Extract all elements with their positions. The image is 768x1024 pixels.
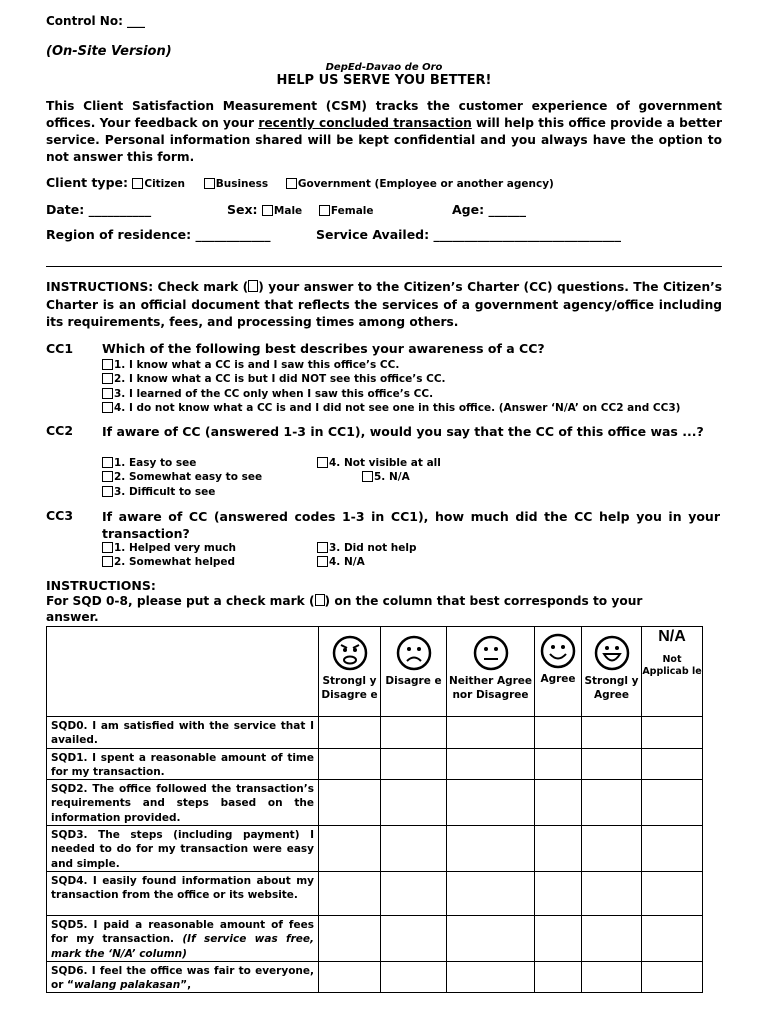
option-government: Government (Employee or another agency) xyxy=(297,178,554,190)
answer-cell[interactable] xyxy=(447,961,535,993)
option-female: Female xyxy=(330,205,374,217)
sqd0-question: SQD0. I am satisfied with the service that I availed. xyxy=(47,717,319,749)
sex-field xyxy=(227,202,374,217)
agency-name: DepEd-Davao de Oro xyxy=(325,62,443,73)
sex-label: Sex: xyxy=(227,202,258,217)
cc2-option[interactable]: 5. N/A xyxy=(362,470,410,484)
cc1-question: Which of the following best describes your awareness of a CC? xyxy=(102,341,545,356)
answer-cell[interactable] xyxy=(582,826,642,872)
cc1-option[interactable]: 2. I know what a CC is but I did NOT see this office’s CC. xyxy=(102,372,680,386)
cc3-option[interactable]: 4. N/A xyxy=(317,555,417,569)
checkbox-business[interactable] xyxy=(204,178,215,189)
checkbox[interactable] xyxy=(102,373,113,384)
answer-cell[interactable] xyxy=(535,915,582,961)
scale-strongly-agree xyxy=(582,627,642,717)
neutral-face-icon xyxy=(473,635,509,671)
scale-agree xyxy=(535,627,582,717)
checkbox[interactable] xyxy=(102,359,113,370)
answer-cell[interactable] xyxy=(582,717,642,749)
scale-label: Strongl y Disagre e xyxy=(321,675,378,701)
checkbox[interactable] xyxy=(102,457,113,468)
form-version: (On-Site Version) xyxy=(46,44,172,59)
sqd1-question: SQD1. I spent a reasonable amount of time for my transaction. xyxy=(47,748,319,780)
checkbox-female[interactable] xyxy=(319,205,330,216)
answer-cell[interactable] xyxy=(642,826,703,872)
answer-cell[interactable] xyxy=(381,915,447,961)
table-row xyxy=(47,780,703,826)
checkmark-icon xyxy=(248,280,258,292)
cc2-question: If aware of CC (answered 1-3 in CC1), would you say that the CC of this office was ...? xyxy=(102,424,704,439)
answer-cell[interactable] xyxy=(535,780,582,826)
header-blank-cell xyxy=(47,627,319,717)
client-type-label: Client type: xyxy=(46,175,128,190)
intro-paragraph: This Client Satisfaction Measurement (CSM) tracks the customer experience of government offices. Your feedback on your recently concluded transaction will help this office provide a better service. Personal information shared will be kept confidential and you always have the option to not answer this form. xyxy=(46,99,723,164)
cc2-option[interactable]: 4. Not visible at all xyxy=(317,456,441,470)
cc1-options xyxy=(102,358,680,415)
checkbox[interactable] xyxy=(102,542,113,553)
cc2-code: CC2 xyxy=(46,423,74,438)
service-field[interactable]: Service Availed: ______________________________ xyxy=(316,227,621,242)
sqd3-question: SQD3. The steps (including payment) I needed to do for my transaction were easy and simple. xyxy=(47,826,319,872)
sqd-instructions: For SQD 0-8, please put a check mark ( ) on the column that best corresponds to your answer. xyxy=(46,594,643,624)
checkbox[interactable] xyxy=(102,471,113,482)
table-row xyxy=(47,871,703,915)
cc1-option[interactable]: 1. I know what a CC is and I saw this office’s CC. xyxy=(102,358,680,372)
answer-cell[interactable] xyxy=(319,748,381,780)
cc2-option[interactable]: 1. Easy to see xyxy=(102,456,262,470)
answer-cell[interactable] xyxy=(582,780,642,826)
cc1-code: CC1 xyxy=(46,341,74,356)
option-citizen: Citizen xyxy=(144,178,185,190)
checkbox[interactable] xyxy=(102,556,113,567)
scale-header-row xyxy=(47,627,703,717)
client-type-row xyxy=(46,175,554,190)
checkbox-male[interactable] xyxy=(262,205,273,216)
answer-cell[interactable] xyxy=(447,748,535,780)
answer-cell[interactable] xyxy=(535,717,582,749)
answer-cell[interactable] xyxy=(381,748,447,780)
sqd6-question: SQD6. I feel the office was fair to everyone, or “walang palakasan”, xyxy=(47,961,319,993)
cc3-option[interactable]: 1. Helped very much xyxy=(102,541,236,555)
cc1-option[interactable]: 3. I learned of the CC only when I saw this office’s CC. xyxy=(102,387,680,401)
answer-cell[interactable] xyxy=(535,748,582,780)
answer-cell[interactable] xyxy=(447,826,535,872)
checkbox[interactable] xyxy=(102,388,113,399)
na-label: Not Applicab le xyxy=(642,653,702,677)
answer-cell[interactable] xyxy=(319,871,381,915)
age-field[interactable]: Age: ______ xyxy=(452,202,526,217)
answer-cell[interactable] xyxy=(535,961,582,993)
cc3-option[interactable]: 3. Did not help xyxy=(317,541,417,555)
sqd5-question: SQD5. I paid a reasonable amount of fees for my transaction. (If service was free, mark the ‘N/A’ column) xyxy=(47,915,319,961)
answer-cell[interactable] xyxy=(642,717,703,749)
option-business: Business xyxy=(215,178,269,190)
scale-label: Neither Agree nor Disagree xyxy=(448,675,533,701)
answer-cell[interactable] xyxy=(642,748,703,780)
sqd2-question: SQD2. The office followed the transaction’s requirements and steps based on the information provided. xyxy=(47,780,319,826)
answer-cell[interactable] xyxy=(447,717,535,749)
answer-cell[interactable] xyxy=(381,871,447,915)
cc-instructions: INSTRUCTIONS: Check mark ( ) your answer to the Citizen’s Charter (CC) questions. The Citizen’s Charter is an official document that reflects the services of a government agency/office including its requirements, fees, and processing times among others. xyxy=(46,280,723,329)
answer-cell[interactable] xyxy=(319,780,381,826)
table-row xyxy=(47,748,703,780)
checkbox[interactable] xyxy=(317,542,328,553)
answer-cell[interactable] xyxy=(582,871,642,915)
smile-face-icon xyxy=(540,633,576,669)
checkbox[interactable] xyxy=(317,556,328,567)
answer-cell[interactable] xyxy=(642,871,703,915)
answer-cell[interactable] xyxy=(582,748,642,780)
table-row xyxy=(47,717,703,749)
answer-cell[interactable] xyxy=(582,961,642,993)
answer-cell[interactable] xyxy=(642,961,703,993)
answer-cell[interactable] xyxy=(535,871,582,915)
cc3-options-left xyxy=(102,541,236,570)
big-smile-face-icon xyxy=(594,635,630,671)
scale-disagree xyxy=(381,627,447,717)
control-number: Control No: ___ xyxy=(46,14,146,28)
scale-label: Strongl y Agree xyxy=(584,675,639,701)
cc3-option[interactable]: 2. Somewhat helped xyxy=(102,555,236,569)
answer-cell[interactable] xyxy=(381,717,447,749)
checkbox-citizen[interactable] xyxy=(132,178,143,189)
answer-cell[interactable] xyxy=(319,961,381,993)
table-row xyxy=(47,961,703,993)
checkbox[interactable] xyxy=(102,402,113,413)
answer-cell[interactable] xyxy=(447,915,535,961)
cc2-option[interactable]: 3. Difficult to see xyxy=(102,485,262,499)
answer-cell[interactable] xyxy=(319,826,381,872)
sqd-instructions-heading: INSTRUCTIONS: xyxy=(46,578,156,593)
sad-face-icon xyxy=(396,635,432,671)
answer-cell[interactable] xyxy=(381,780,447,826)
cc2-option[interactable]: 2. Somewhat easy to see xyxy=(102,470,262,484)
underlined-phrase: recently concluded transaction xyxy=(258,116,472,130)
answer-cell[interactable] xyxy=(447,780,535,826)
date-field[interactable]: Date: __________ xyxy=(46,202,152,217)
table-row xyxy=(47,826,703,872)
cc2-options-left xyxy=(102,456,262,499)
divider xyxy=(46,266,722,267)
checkbox-government[interactable] xyxy=(286,178,297,189)
na-title: N/A xyxy=(658,628,686,645)
answer-cell[interactable] xyxy=(319,717,381,749)
answer-cell[interactable] xyxy=(319,915,381,961)
checkbox[interactable] xyxy=(362,471,373,482)
very-sad-face-icon xyxy=(332,635,368,671)
answer-cell[interactable] xyxy=(582,915,642,961)
answer-cell[interactable] xyxy=(381,826,447,872)
answer-cell[interactable] xyxy=(642,915,703,961)
table-row xyxy=(47,915,703,961)
cc3-code: CC3 xyxy=(46,508,74,523)
answer-cell[interactable] xyxy=(447,871,535,915)
checkbox[interactable] xyxy=(102,486,113,497)
scale-na xyxy=(642,627,703,717)
checkbox[interactable] xyxy=(317,457,328,468)
cc3-question: If aware of CC (answered codes 1-3 in CC1), how much did the CC help you in your transaction? xyxy=(102,509,720,541)
scale-label: Disagre e xyxy=(385,675,442,687)
sqd4-question: SQD4. I easily found information about my transaction from the office or its website. xyxy=(47,871,319,915)
scale-strongly-disagree xyxy=(319,627,381,717)
cc1-option[interactable]: 4. I do not know what a CC is and I did not see one in this office. (Answer ‘N/A’ on CC2 and CC3) xyxy=(102,401,680,415)
sqd-table xyxy=(46,626,703,993)
scale-neutral xyxy=(447,627,535,717)
checkmark-icon xyxy=(315,594,325,606)
answer-cell[interactable] xyxy=(381,961,447,993)
answer-cell[interactable] xyxy=(535,826,582,872)
form-title: HELP US SERVE YOU BETTER! xyxy=(276,73,492,88)
region-field[interactable]: Region of residence: ____________ xyxy=(46,227,271,242)
answer-cell[interactable] xyxy=(642,780,703,826)
scale-label: Agree xyxy=(540,673,576,685)
cc3-options-right xyxy=(317,541,417,570)
option-male: Male xyxy=(273,205,303,217)
